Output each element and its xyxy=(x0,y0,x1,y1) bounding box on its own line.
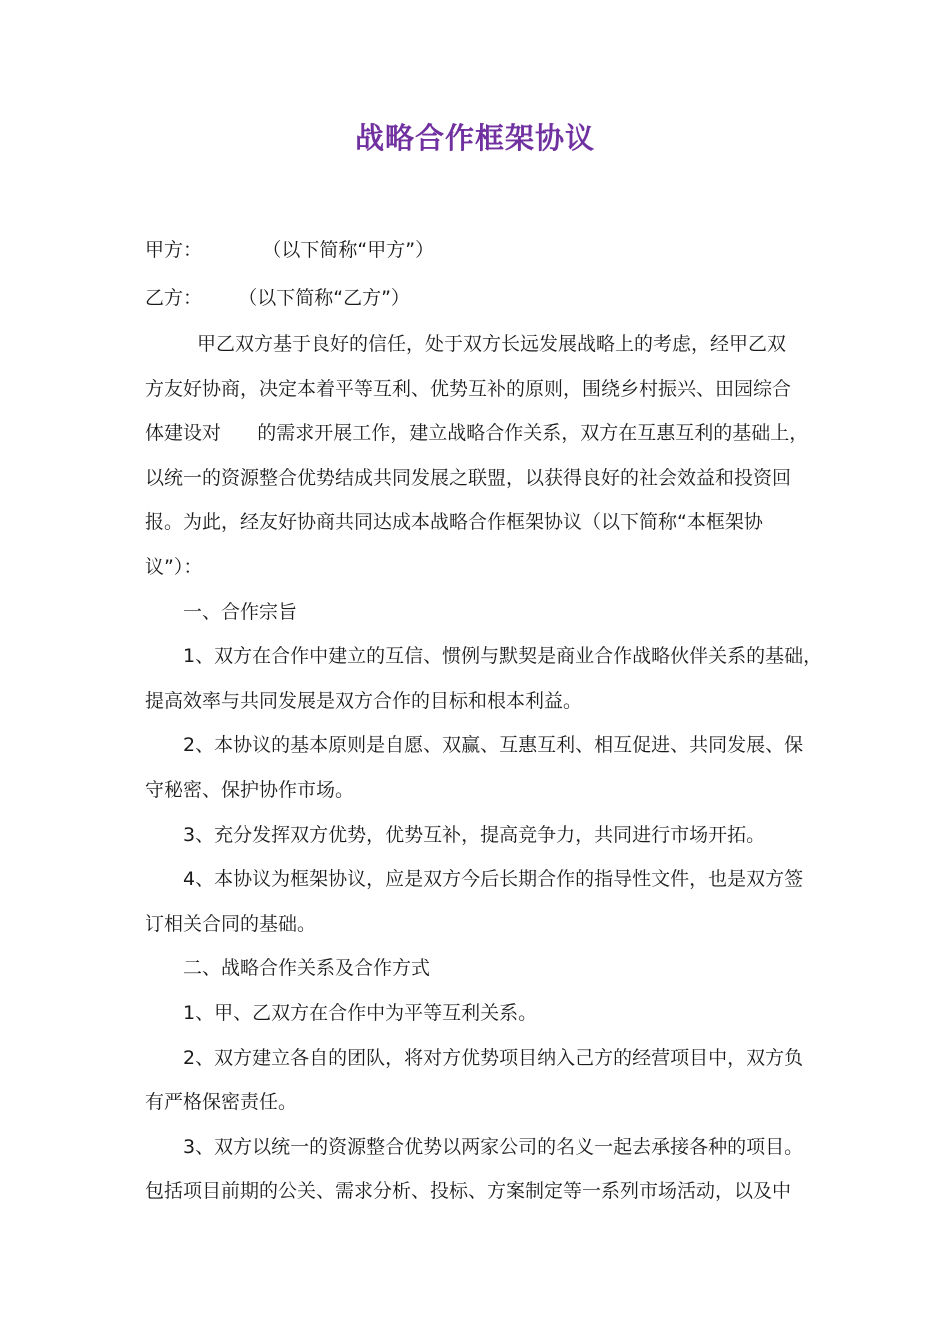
clause-item: 3、充分发挥双方优势，优势互补，提高竞争力，共同进行市场开拓。 xyxy=(183,823,766,846)
clause-item: 1、甲、乙双方在合作中为平等互利关系。 xyxy=(183,1001,538,1024)
paragraph-line: 报。为此，经友好协商共同达成本战略合作框架协议（以下简称“本框架协 xyxy=(145,511,763,534)
paragraph-line: 议”）： xyxy=(145,555,203,578)
clause-item xyxy=(145,1036,810,1125)
clause-item xyxy=(145,857,810,946)
section-heading: 二、战略合作关系及合作方式 xyxy=(183,957,431,980)
paragraph-line: 有严格保密责任。 xyxy=(145,1091,298,1114)
party-a-line: 甲方： （以下简称“甲方”） xyxy=(145,239,435,261)
paragraph-line: 提高效率与共同发展是双方合作的目标和根本利益。 xyxy=(145,689,583,712)
clause-item xyxy=(145,634,823,723)
paragraph-line: 4、本协议为框架协议，应是双方今后长期合作的指导性文件，也是双方签 xyxy=(183,868,804,891)
clause-item xyxy=(145,723,810,812)
party-b-line: 乙方： （以下简称“乙方”） xyxy=(145,287,410,309)
paragraph-line: 守秘密、保护协作市场。 xyxy=(145,778,355,801)
paragraph-line: 2、本协议的基本原则是自愿、双赢、互惠互利、相互促进、共同发展、保 xyxy=(183,734,804,757)
clause-item xyxy=(145,1125,810,1214)
paragraph-line: 体建设对 的需求开展工作，建立战略合作关系，双方在互惠互利的基础上， xyxy=(145,422,809,445)
paragraph-line: 以统一的资源整合优势结成共同发展之联盟，以获得良好的社会效益和投资回 xyxy=(145,466,792,489)
paragraph-line: 3、双方以统一的资源整合优势以两家公司的名义一起去承接各种的项目。 xyxy=(183,1135,804,1158)
section-heading: 一、合作宗旨 xyxy=(183,600,298,623)
paragraph-line: 1、双方在合作中建立的互信、惯例与默契是商业合作战略伙伴关系的基础， xyxy=(183,645,823,668)
paragraph-line: 包括项目前期的公关、需求分析、投标、方案制定等一系列市场活动，以及中 xyxy=(145,1180,792,1203)
document-body xyxy=(145,226,823,1214)
intro-paragraph xyxy=(145,322,810,590)
document-title: 战略合作框架协议 xyxy=(354,121,595,155)
paragraph-line: 2、双方建立各自的团队，将对方优势项目纳入己方的经营项目中，双方负 xyxy=(183,1046,804,1069)
paragraph-line: 方友好协商，决定本着平等互利、优势互补的原则，围绕乡村振兴、田园综合 xyxy=(145,377,792,400)
paragraph-line: 订相关合同的基础。 xyxy=(145,912,317,935)
paragraph-line: 甲乙双方基于良好的信任，处于双方长远发展战略上的考虑，经甲乙双 xyxy=(197,333,787,355)
